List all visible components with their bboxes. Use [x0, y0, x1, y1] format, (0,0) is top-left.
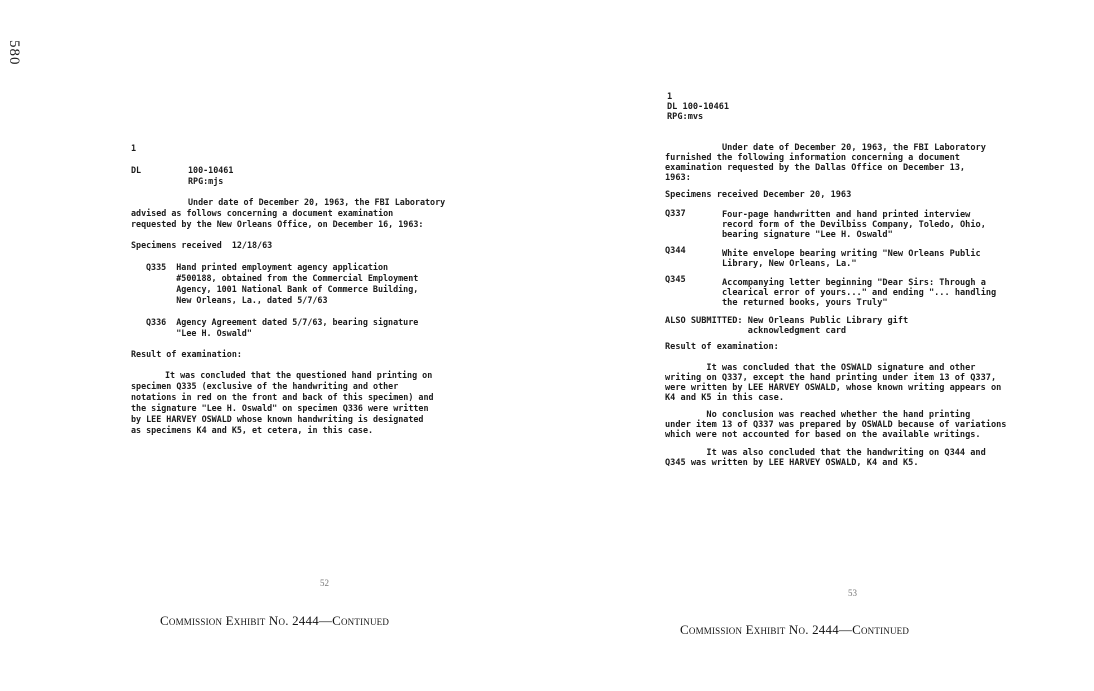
right-footer-mark: 53 — [848, 588, 857, 598]
right-q337-3: bearing signature "Lee H. Oswald" — [722, 230, 893, 240]
left-page-marker: 1 — [131, 143, 137, 153]
right-para2-2: under item 13 of Q337 was prepared by OSWALD because of variations — [665, 420, 1007, 430]
left-result-3: notations in red on the front and back of this specimen) and — [131, 392, 434, 402]
right-para2-3: which were not accounted for based on the available writings. — [665, 430, 981, 440]
left-q335-4: New Orleans, La., dated 5/7/63 — [146, 295, 328, 305]
left-file-no: 100-10461 — [188, 165, 234, 175]
right-intro-2: furnished the following information concerning a document — [665, 153, 960, 163]
right-para3-2: Q345 was written by LEE HARVEY OSWALD, K4 and K5. — [665, 458, 919, 468]
right-q345-code: Q345 — [665, 275, 686, 285]
right-para1-3: were written by LEE HARVEY OSWALD, whose known writing appears on — [665, 383, 1002, 393]
right-intro-1: Under date of December 20, 1963, the FBI Laboratory — [722, 143, 986, 153]
left-result-6: as specimens K4 and K5, et cetera, in this case. — [131, 425, 374, 435]
right-q345-2: clearical error of yours..." and ending "... handling — [722, 288, 997, 298]
left-initials: RPG:mjs — [188, 176, 224, 186]
left-q336-1: Q336 Agency Agreement dated 5/7/63, bearing signature — [146, 317, 419, 327]
left-result-5: by LEE HARVEY OSWALD whose known handwriting is designated — [131, 414, 424, 424]
right-para3-1: It was also concluded that the handwriting on Q344 and — [665, 448, 986, 458]
right-intro-4: 1963: — [665, 173, 691, 183]
right-para1-4: K4 and K5 in this case. — [665, 393, 784, 403]
left-q335-2: #500188, obtained from the Commercial Employment — [146, 273, 419, 283]
right-q345-1: Accompanying letter beginning "Dear Sirs: Through a — [722, 278, 986, 288]
right-caption: Commission Exhibit No. 2444—Continued — [680, 622, 910, 637]
right-file-line: DL 100-10461 — [667, 102, 730, 112]
right-specimens-line: Specimens received December 20, 1963 — [665, 190, 852, 200]
right-para1-1: It was concluded that the OSWALD signature and other — [665, 363, 976, 373]
left-specimens-line: Specimens received 12/18/63 — [131, 240, 273, 250]
right-q337-2: record form of the Devilbiss Company, Toledo, Ohio, — [722, 220, 986, 230]
right-q344-2: Library, New Orleans, La." — [722, 259, 857, 269]
left-intro-1: Under date of December 20, 1963, the FBI Laboratory — [188, 197, 446, 207]
right-q344-code: Q344 — [665, 246, 686, 256]
left-result-4: the signature "Lee H. Oswald" on specimen Q336 were written — [131, 403, 429, 413]
right-q337-code: Q337 — [665, 209, 686, 219]
left-q336-2: "Lee H. Oswald" — [146, 328, 252, 338]
right-q345-3: the returned books, yours Truly" — [722, 298, 888, 308]
right-initials: RPG:mvs — [667, 112, 704, 122]
right-also-submitted-2: acknowledgment card — [665, 326, 847, 336]
right-also-submitted-1: ALSO SUBMITTED: New Orleans Public Library gift — [665, 316, 909, 326]
left-intro-3: requested by the New Orleans Office, on December 16, 1963: — [131, 219, 424, 229]
left-q335-3: Agency, 1001 National Bank of Commerce Building, — [146, 284, 419, 294]
right-intro-3: examination requested by the Dallas Office on December 13, — [665, 163, 966, 173]
right-para2-1: No conclusion was reached whether the hand printing — [665, 410, 971, 420]
right-para1-2: writing on Q337, except the hand printing under item 13 of Q337, — [665, 373, 997, 383]
left-result-1: It was concluded that the questioned hand printing on — [165, 370, 433, 380]
right-q337-1: Four-page handwritten and hand printed interview — [722, 210, 971, 220]
right-result-heading: Result of examination: — [665, 342, 779, 352]
right-page-marker: 1 — [667, 92, 673, 102]
left-office: DL — [131, 165, 142, 175]
left-intro-2: advised as follows concerning a document examination — [131, 208, 394, 218]
left-caption: Commission Exhibit No. 2444—Continued — [160, 613, 390, 628]
left-result-2: specimen Q335 (exclusive of the handwriting and other — [131, 381, 399, 391]
left-result-heading: Result of examination: — [131, 349, 242, 359]
left-footer-mark: 52 — [320, 578, 329, 588]
right-q344-1: White envelope bearing writing "New Orleans Public — [722, 249, 981, 259]
page-number: 580 — [6, 40, 22, 66]
left-q335-1: Q335 Hand printed employment agency application — [146, 262, 389, 272]
